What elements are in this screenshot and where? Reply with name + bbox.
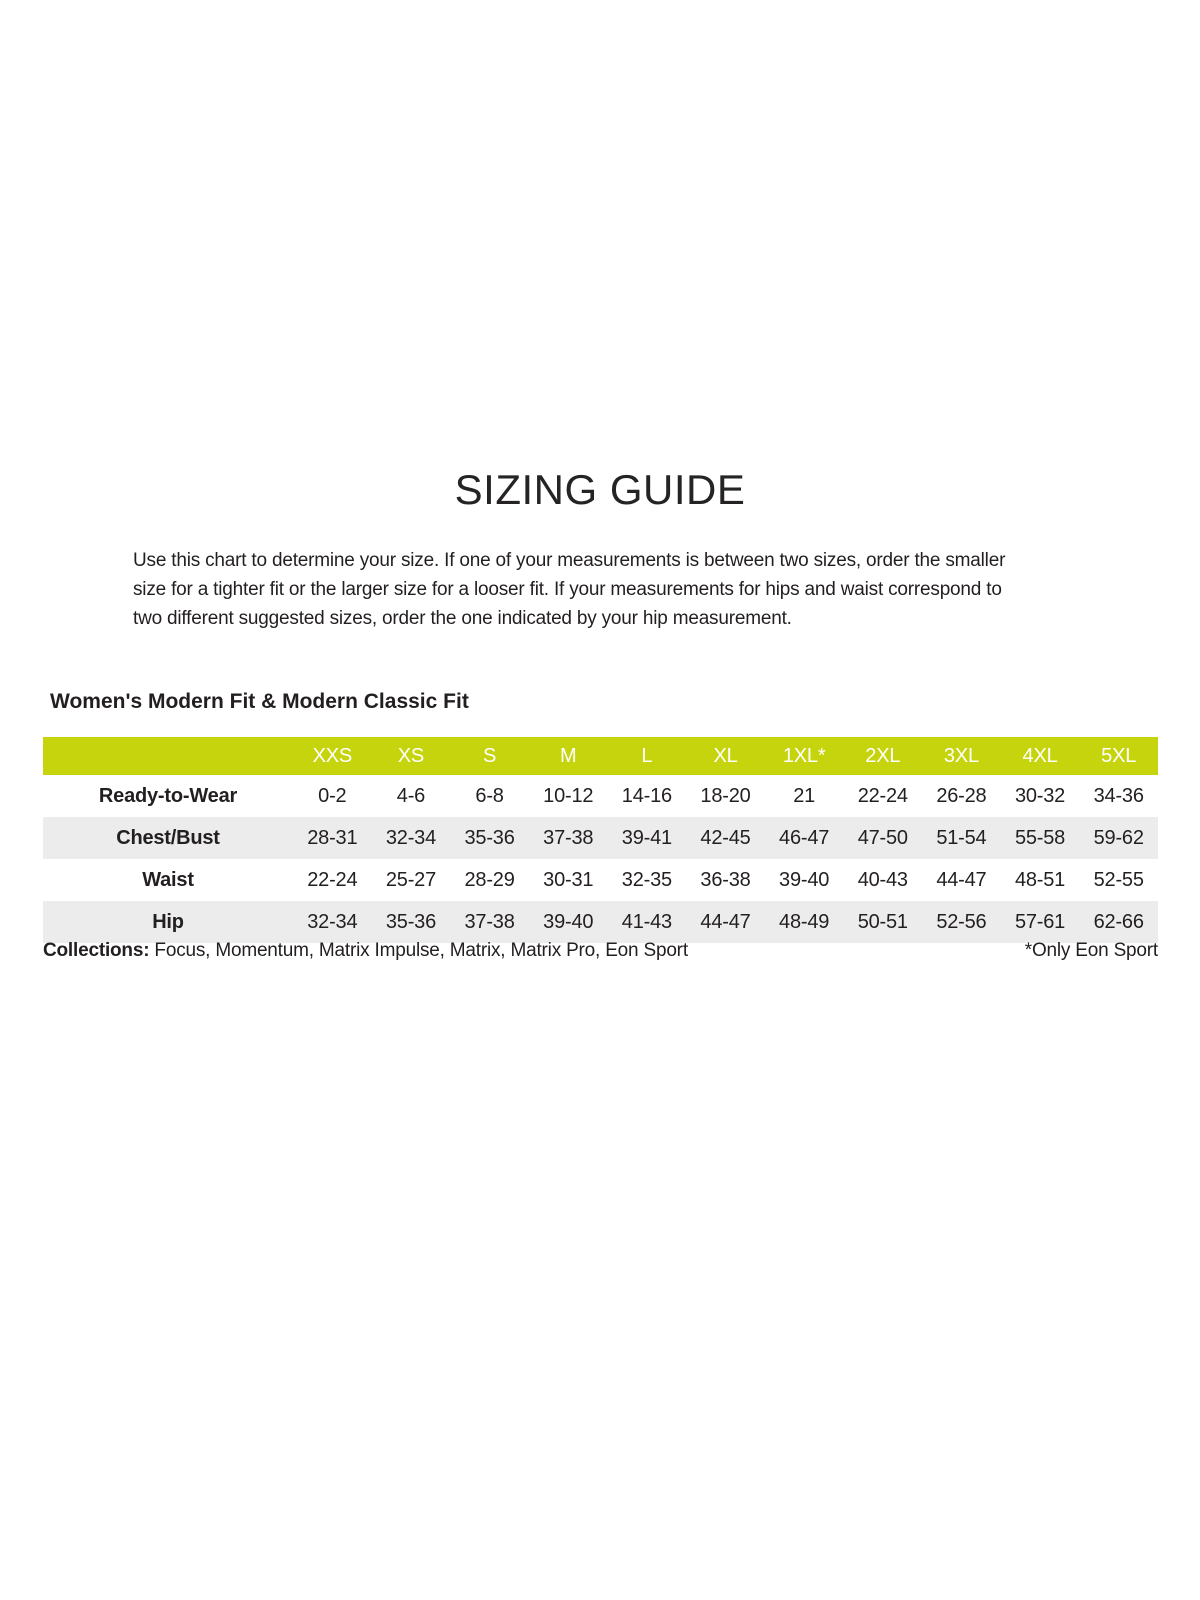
- table-cell: 35-36: [464, 826, 515, 849]
- table-cell: 26-28: [936, 784, 987, 807]
- size-column-header: 3XL: [943, 744, 979, 767]
- size-column-header: 5XL: [1101, 744, 1137, 767]
- table-cell: 48-51: [1014, 868, 1066, 891]
- row-label: Chest/Bust: [116, 826, 220, 849]
- table-cell: 21: [793, 784, 816, 807]
- table-cell: 44-47: [700, 910, 751, 933]
- table-cell: 28-29: [464, 868, 515, 891]
- table-cell: 51-54: [936, 826, 987, 849]
- size-column-header: XL: [713, 744, 738, 767]
- size-column-header: XXS: [312, 744, 353, 767]
- table-cell: 42-45: [700, 826, 751, 849]
- footnote: *Only Eon Sport: [1024, 940, 1158, 961]
- table-cell: 6-8: [475, 784, 504, 807]
- table-cell: 46-47: [779, 826, 830, 849]
- size-column-header: 2XL: [865, 744, 901, 767]
- size-column-header: S: [483, 744, 497, 767]
- table-cell: 47-50: [857, 826, 908, 849]
- table-cell: 59-62: [1093, 826, 1144, 849]
- table-cell: 14-16: [621, 784, 672, 807]
- collections-list: Focus, Momentum, Matrix Impulse, Matrix, Matrix Pro, Eon Sport: [149, 940, 688, 961]
- table-row: [43, 775, 1158, 817]
- table-cell: 55-58: [1014, 826, 1066, 849]
- header-corner-cell: [43, 737, 293, 775]
- table-cell: 4-6: [396, 784, 426, 807]
- size-column-header: XS: [397, 744, 425, 767]
- table-cell: 18-20: [700, 784, 751, 807]
- table-cell: 62-66: [1093, 910, 1144, 933]
- size-column-header: L: [641, 744, 653, 767]
- table-cell: 52-56: [936, 910, 987, 933]
- table-cell: 32-35: [621, 868, 672, 891]
- table-cell: 32-34: [385, 826, 437, 849]
- row-label: Waist: [142, 868, 194, 891]
- table-cell: 22-24: [307, 868, 358, 891]
- table-cell: 22-24: [857, 784, 908, 807]
- table-cell: 57-61: [1014, 910, 1066, 933]
- row-label: Ready-to-Wear: [98, 784, 238, 807]
- table-cell: 37-38: [543, 826, 594, 849]
- size-table-header-row: [43, 737, 1158, 775]
- table-cell: 50-51: [857, 910, 908, 933]
- table-cell: 52-55: [1093, 868, 1144, 891]
- size-table: [43, 737, 1158, 943]
- table-cell: 34-36: [1093, 784, 1144, 807]
- table-footer: [43, 940, 1158, 962]
- table-cell: 32-34: [307, 910, 358, 933]
- table-cell: 39-40: [543, 910, 594, 933]
- table-cell: 44-47: [936, 868, 987, 891]
- table-cell: 48-49: [779, 910, 830, 933]
- table-cell: 39-40: [779, 868, 830, 891]
- section-title: Women's Modern Fit & Modern Classic Fit: [50, 690, 469, 713]
- table-row: [43, 817, 1158, 859]
- collections-label: Collections:: [43, 940, 150, 961]
- table-cell: 37-38: [464, 910, 515, 933]
- table-cell: 25-27: [385, 868, 437, 891]
- table-row: [43, 859, 1158, 901]
- table-cell: 0-2: [318, 784, 347, 807]
- intro-text: Use this chart to determine your size. If one of your measurements is between two sizes, order the smaller size for a tighter fit or the larger size for a looser fit. If your measurements for hips and waist correspond to two different suggested sizes, order the one indicated by your hip measurement.: [133, 550, 1006, 629]
- size-column-header: 1XL*: [782, 744, 826, 767]
- table-cell: 30-31: [543, 868, 594, 891]
- table-cell: 41-43: [621, 910, 672, 933]
- page-title: SIZING GUIDE: [454, 466, 746, 513]
- table-cell: 10-12: [543, 784, 594, 807]
- row-label: Hip: [152, 910, 184, 933]
- table-cell: 36-38: [700, 868, 751, 891]
- table-cell: 30-32: [1014, 784, 1066, 807]
- size-column-header: 4XL: [1022, 744, 1058, 767]
- size-column-header: M: [559, 744, 577, 767]
- table-cell: 40-43: [857, 868, 908, 891]
- collections-line: [43, 940, 688, 962]
- table-cell: 28-31: [307, 826, 358, 849]
- table-row: [43, 901, 1158, 943]
- table-cell: 35-36: [385, 910, 437, 933]
- table-cell: 39-41: [621, 826, 672, 849]
